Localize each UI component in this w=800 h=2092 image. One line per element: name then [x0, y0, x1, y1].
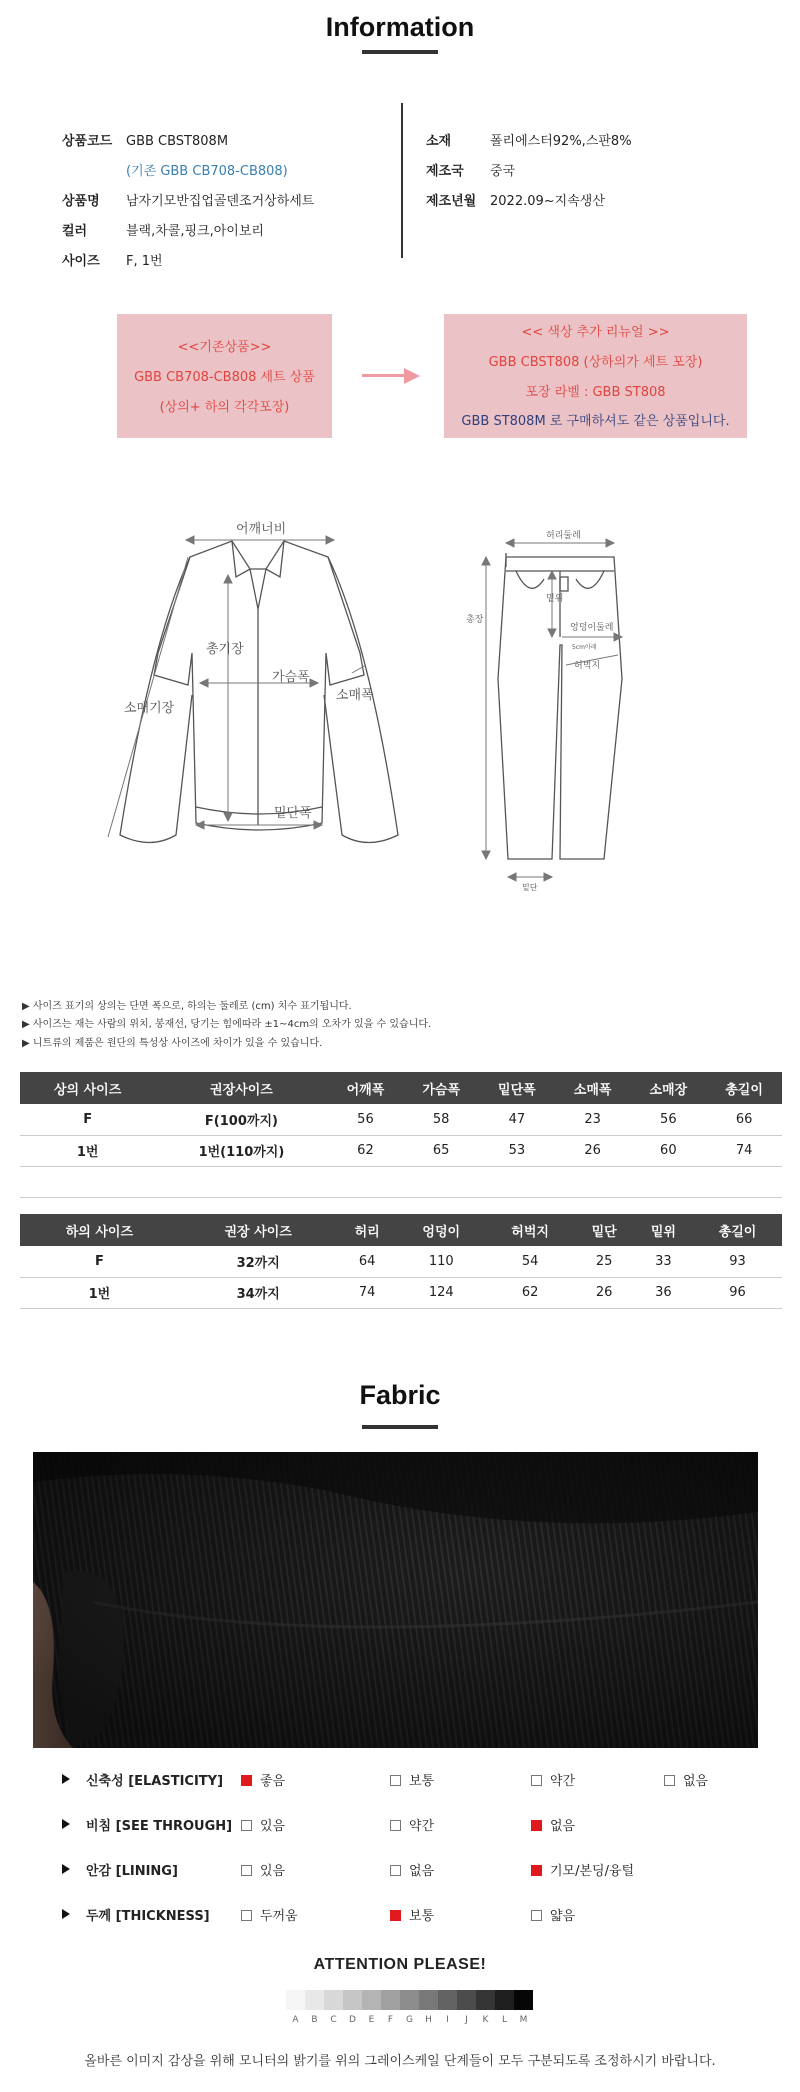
fabric-row-thickness: [0, 1905, 800, 1925]
table-cell: 96: [693, 1277, 782, 1308]
table-cell: 54: [486, 1246, 575, 1277]
triangle-bullet-icon: [62, 1819, 70, 1829]
table-header: 엉덩이: [397, 1214, 486, 1246]
jacket-measure-lines: [108, 536, 366, 837]
grayscale-step: [324, 1990, 343, 2010]
grayscale-letter: H: [425, 2015, 432, 2025]
monitor-brightness-message: 올바른 이미지 감상을 위해 모니터의 밝기를 위의 그레이스케일 단계들이 모두 구분되도록 조정하시기 바랍니다.: [84, 2054, 716, 2069]
table-header: 총길이: [706, 1072, 782, 1104]
option-checkbox[interactable]: 없음: [390, 1860, 434, 1879]
checked-box-icon: [531, 1820, 542, 1831]
option-checkbox[interactable]: 없음: [531, 1815, 575, 1834]
size-note: ▶ 사이즈는 재는 사람의 위치, 봉재선, 당기는 힘에따라 ±1~4cm의 오차가 있을 수 있습니다.: [22, 1019, 432, 1030]
table-header: 허리: [338, 1214, 397, 1246]
checked-box-icon: [390, 1910, 401, 1921]
table-cell: 60: [630, 1135, 706, 1166]
table-cell: 25: [575, 1246, 634, 1277]
table-header: 권장 사이즈: [179, 1214, 338, 1246]
empty-box-icon: [241, 1865, 252, 1876]
grayscale-step: [514, 1990, 533, 2010]
info-color: 컬러 블랙,차콜,핑크,아이보리: [62, 224, 264, 239]
table-cell: 1번(110까지): [155, 1135, 327, 1166]
pants-measure-lines: [482, 539, 622, 881]
table-header: 상의 사이즈: [20, 1072, 155, 1104]
table-row: [20, 1246, 782, 1277]
title-underline: [362, 50, 438, 54]
option-checkbox[interactable]: 기모/본딩/융털: [531, 1860, 634, 1879]
grayscale-letter: E: [368, 2015, 375, 2025]
grayscale-letter: C: [330, 2015, 337, 2025]
label-hem: 밑단폭: [274, 806, 312, 821]
new-box-line: GBB CBST808 (상하의가 세트 포장): [488, 355, 703, 370]
arrow-head-icon: [404, 368, 420, 384]
new-box-line: GBB ST808M 로 구매하셔도 같은 상품입니다.: [461, 414, 730, 429]
information-title: Information: [325, 12, 475, 42]
table-cell: 34까지: [179, 1277, 338, 1308]
table-row: [20, 1135, 782, 1166]
empty-box-icon: [241, 1910, 252, 1921]
grayscale-step: [400, 1990, 419, 2010]
grayscale-letter: F: [387, 2015, 394, 2025]
grayscale-letter: J: [465, 2015, 468, 2025]
table-header: 밑위: [634, 1214, 693, 1246]
label-sleeve-width: 소매폭: [336, 688, 374, 703]
table-cell: 32까지: [179, 1246, 338, 1277]
label-chest: 가슴폭: [272, 670, 310, 685]
grayscale-letters: [286, 2015, 533, 2025]
label-thigh-sub: 5cm아래: [572, 644, 597, 651]
table-header: 허벅지: [486, 1214, 575, 1246]
table-cell: 53: [479, 1135, 555, 1166]
table-cell: 64: [338, 1246, 397, 1277]
grayscale-letter: K: [482, 2015, 489, 2025]
label-thigh: 허벅지: [574, 661, 601, 671]
info-product-name: 상품명 남자기모반집업골덴조거상하세트: [62, 194, 315, 209]
label-jacket-total: 총기장: [206, 642, 244, 657]
table-cell: 124: [397, 1277, 486, 1308]
table-row: [20, 1277, 782, 1308]
triangle-bullet-icon: [62, 1909, 70, 1919]
option-checkbox[interactable]: 있음: [241, 1860, 285, 1879]
table-cell: 26: [575, 1277, 634, 1308]
size-note: ▶ 니트류의 제품은 원단의 특성상 사이즈에 차이가 있을 수 있습니다.: [22, 1038, 323, 1049]
table-header: 소매폭: [555, 1072, 631, 1104]
table-header: 밑단: [575, 1214, 634, 1246]
table-cell: F: [20, 1246, 179, 1277]
arrow-right-icon: [362, 374, 406, 377]
grayscale-step: [457, 1990, 476, 2010]
label-pants-total: 총장: [466, 615, 484, 625]
option-checkbox[interactable]: 두꺼움: [241, 1905, 298, 1924]
empty-box-icon: [390, 1820, 401, 1831]
table-row-empty: [20, 1166, 782, 1197]
grayscale-step: [305, 1990, 324, 2010]
label-waist: 허리둘레: [546, 531, 581, 541]
table-cell: 66: [706, 1104, 782, 1135]
new-box-line: << 색상 추가 리뉴얼 >>: [521, 325, 670, 340]
label-shoulder: 어깨너비: [236, 522, 287, 537]
grayscale-letter: A: [292, 2015, 299, 2025]
info-product-code: 상품코드 GBB CBST808M: [62, 134, 229, 149]
fabric-row-label: 안감 [LINING]: [86, 1864, 178, 1879]
table-cell: 33: [634, 1246, 693, 1277]
triangle-bullet-icon: [62, 1864, 70, 1874]
grayscale-step: [495, 1990, 514, 2010]
old-box-line: (상의+ 하의 각각포장): [159, 400, 290, 415]
checked-box-icon: [531, 1865, 542, 1876]
table-header: 권장사이즈: [155, 1072, 327, 1104]
label-pants-hem: 밑단: [522, 883, 538, 892]
table-header: 하의 사이즈: [20, 1214, 179, 1246]
option-checkbox[interactable]: 보통: [390, 1905, 434, 1924]
table-cell: 74: [706, 1135, 782, 1166]
info-size: 사이즈 F, 1번: [62, 254, 163, 269]
label-sleeve-length: 소매기장: [124, 701, 175, 716]
bottom-size-table: [20, 1214, 782, 1309]
table-cell: 58: [403, 1104, 479, 1135]
table-cell: 93: [693, 1246, 782, 1277]
empty-box-icon: [531, 1775, 542, 1786]
checked-box-icon: [241, 1775, 252, 1786]
grayscale-letter: L: [501, 2015, 507, 2025]
old-box-line: <<기존상품>>: [177, 340, 272, 355]
table-cell: 56: [630, 1104, 706, 1135]
table-cell: 1번: [20, 1135, 155, 1166]
grayscale-step: [476, 1990, 495, 2010]
fabric-row-label: 비침 [SEE THROUGH]: [86, 1819, 233, 1834]
table-cell: F: [20, 1104, 155, 1135]
table-header-row: [20, 1214, 782, 1246]
triangle-bullet-icon: [62, 1774, 70, 1784]
new-box-line: 포장 라벨 : GBB ST808: [525, 385, 666, 400]
info-manufacture-date: 제조년월 2022.09~지속생산: [426, 194, 605, 209]
size-note: ▶ 사이즈 표기의 상의는 단면 폭으로, 하의는 둘레로 (cm) 치수 표기됩니다.: [22, 1001, 352, 1012]
option-checkbox[interactable]: 약간: [531, 1770, 575, 1789]
option-checkbox[interactable]: 보통: [390, 1770, 434, 1789]
fabric-row-elasticity: [0, 1770, 800, 1790]
fabric-row-see-through: [0, 1815, 800, 1835]
grayscale-step: [438, 1990, 457, 2010]
table-header: 밑단폭: [479, 1072, 555, 1104]
option-checkbox[interactable]: 좋음: [241, 1770, 285, 1789]
info-country: 제조국 중국: [426, 164, 516, 179]
grayscale-step: [381, 1990, 400, 2010]
table-cell: 1번: [20, 1277, 179, 1308]
table-cell: 65: [403, 1135, 479, 1166]
fabric-row-label: 두께 [THICKNESS]: [86, 1909, 210, 1924]
fabric-row-label: 신축성 [ELASTICITY]: [86, 1774, 224, 1789]
table-cell: 56: [328, 1104, 404, 1135]
label-rise: 밑위: [546, 594, 564, 604]
top-size-table: [20, 1072, 782, 1198]
attention-title: ATTENTION PLEASE!: [313, 1956, 487, 1973]
table-cell: 26: [555, 1135, 631, 1166]
table-cell: 36: [634, 1277, 693, 1308]
info-material: 소재 폴리에스터92%,스판8%: [426, 134, 632, 149]
table-cell: 62: [486, 1277, 575, 1308]
grayscale-letter: G: [406, 2015, 413, 2025]
table-header-row: [20, 1072, 782, 1104]
fabric-closeup-image: [33, 1452, 758, 1748]
old-product-box: [117, 314, 332, 438]
info-divider: [401, 103, 403, 258]
option-checkbox[interactable]: 있음: [241, 1815, 285, 1834]
info-previous-code: (기존 GBB CB708-CB808): [126, 164, 288, 179]
empty-box-icon: [241, 1820, 252, 1831]
fabric-title: Fabric: [359, 1380, 441, 1410]
table-header: 가슴폭: [403, 1072, 479, 1104]
table-cell: 110: [397, 1246, 486, 1277]
label-hip: 엉덩이둘레: [570, 623, 614, 633]
table-header: 어깨폭: [328, 1072, 404, 1104]
table-cell: 62: [328, 1135, 404, 1166]
table-cell: F(100까지): [155, 1104, 327, 1135]
grayscale-bar: [286, 1990, 533, 2010]
empty-box-icon: [664, 1775, 675, 1786]
table-row: [20, 1104, 782, 1135]
grayscale-step: [343, 1990, 362, 2010]
grayscale-step: [362, 1990, 381, 2010]
old-box-line: GBB CB708-CB808 세트 상품: [134, 370, 315, 385]
table-cell: 23: [555, 1104, 631, 1135]
renewal-product-box: [444, 314, 747, 438]
empty-box-icon: [390, 1865, 401, 1876]
table-cell: 47: [479, 1104, 555, 1135]
option-checkbox[interactable]: 얇음: [531, 1905, 575, 1924]
fabric-row-lining: [0, 1860, 800, 1880]
empty-box-icon: [531, 1910, 542, 1921]
grayscale-letter: D: [349, 2015, 356, 2025]
grayscale-letter: B: [311, 2015, 318, 2025]
table-header: 소매장: [630, 1072, 706, 1104]
empty-box-icon: [390, 1775, 401, 1786]
size-diagram: [0, 505, 800, 905]
grayscale-letter: I: [446, 2015, 449, 2025]
table-header: 총길이: [693, 1214, 782, 1246]
grayscale-letter: M: [519, 2015, 528, 2025]
fabric-underline: [362, 1425, 438, 1429]
grayscale-step: [286, 1990, 305, 2010]
option-checkbox[interactable]: 약간: [390, 1815, 434, 1834]
corduroy-texture: [33, 1452, 758, 1748]
option-checkbox[interactable]: 없음: [664, 1770, 708, 1789]
grayscale-step: [419, 1990, 438, 2010]
table-cell: 74: [338, 1277, 397, 1308]
